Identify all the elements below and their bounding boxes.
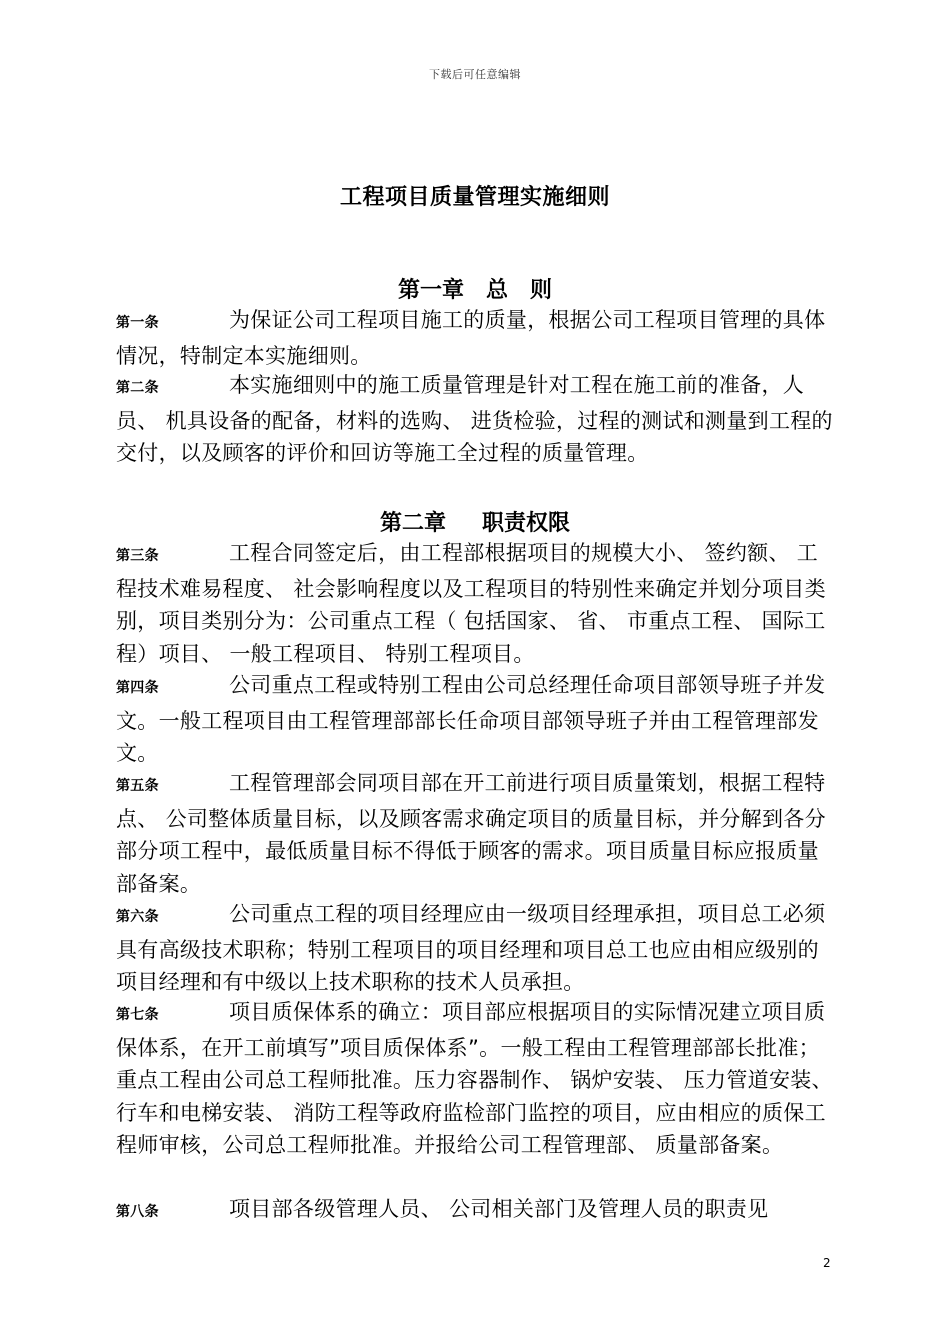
article-8 [116, 1193, 838, 1229]
article-3 [116, 537, 838, 670]
chapter-2-name: 职责权限 [482, 511, 571, 536]
article-8-text: 项目部各级管理人员、 公司相关部门及管理人员的职责见 [229, 1197, 769, 1221]
article-5 [116, 767, 838, 900]
chapter-1-title [0, 273, 950, 304]
chapter-1-label: 第一章 [397, 278, 464, 303]
chapter-2-title [0, 506, 950, 537]
article-7 [116, 996, 838, 1162]
article-3-text: 工程合同签定后，由工程部根据项目的规模大小、 签约额、 工程技术难易程度、 社会影响程度以及工程项目的特别性来确定并划分项目类别，项目类别分为：公司重点工程（ 包括国家、 省、 市重点工程、 国际工程）项目、 一般工程项目、 特别工程项目。 [116, 541, 826, 666]
article-4 [116, 669, 838, 770]
article-4-label: 第四条 [116, 680, 159, 696]
article-5-text: 工程管理部会同项目部在开工前进行项目质量策划，根据工程特点、 公司整体质量目标，以及顾客需求确定项目的质量目标，并分解到各分部分项工程中，最低质量目标不得低于顾客的需求。项目质量目标应报质量部备案。 [116, 771, 826, 896]
article-3-label: 第三条 [116, 548, 159, 564]
article-1-text: 为保证公司工程项目施工的质量，根据公司工程项目管理的具体情况，特制定本实施细则。 [116, 308, 826, 368]
article-2 [116, 369, 838, 470]
article-5-label: 第五条 [116, 778, 159, 794]
article-6-text: 公司重点工程的项目经理应由一级项目经理承担，项目总工必须具有高级技术职称；特别工程项目的项目经理和项目总工也应由相应级别的项目经理和有中级以上技术职称的技术人员承担。 [116, 902, 826, 994]
article-7-label: 第七条 [116, 1007, 159, 1023]
article-6-label: 第六条 [116, 909, 159, 925]
article-2-text: 本实施细则中的施工质量管理是针对工程在施工前的准备，人员、 机具设备的配备，材料的选购、 进货检验，过程的测试和测量到工程的交付，以及顾客的评价和回访等施工全过程的质量管理。 [116, 373, 833, 465]
chapter-2-label: 第二章 [379, 511, 446, 536]
article-8-label: 第八条 [116, 1204, 159, 1220]
page-header-note: 下载后可任意编辑 [429, 68, 521, 81]
document-title: 工程项目质量管理实施细则 [339, 185, 610, 210]
article-2-label: 第二条 [116, 380, 159, 396]
article-6 [116, 898, 838, 999]
page-number: 2 [823, 1256, 831, 1270]
article-1 [116, 304, 838, 372]
article-4-text: 公司重点工程或特别工程由公司总经理任命项目部领导班子并发文。一般工程项目由工程管理部部长任命项目部领导班子并由工程管理部发文。 [116, 673, 826, 765]
chapter-1-name: 总 则 [486, 278, 553, 303]
article-7-text: 项目质保体系的确立：项目部应根据项目的实际情况建立项目质保体系，在开工前填写”项目质保体系”。一般工程由工程管理部部长批准；重点工程由公司总工程师批准。压力容器制作、 锅炉安装、 压力管道安装、 行车和电梯安装、 消防工程等政府监检部门监控的项目，应由相应的质保工程师审核，公司总工程师批准。并报给公司工程管理部、 质量部备案。 [116, 1000, 833, 1157]
article-1-label: 第一条 [116, 315, 159, 331]
